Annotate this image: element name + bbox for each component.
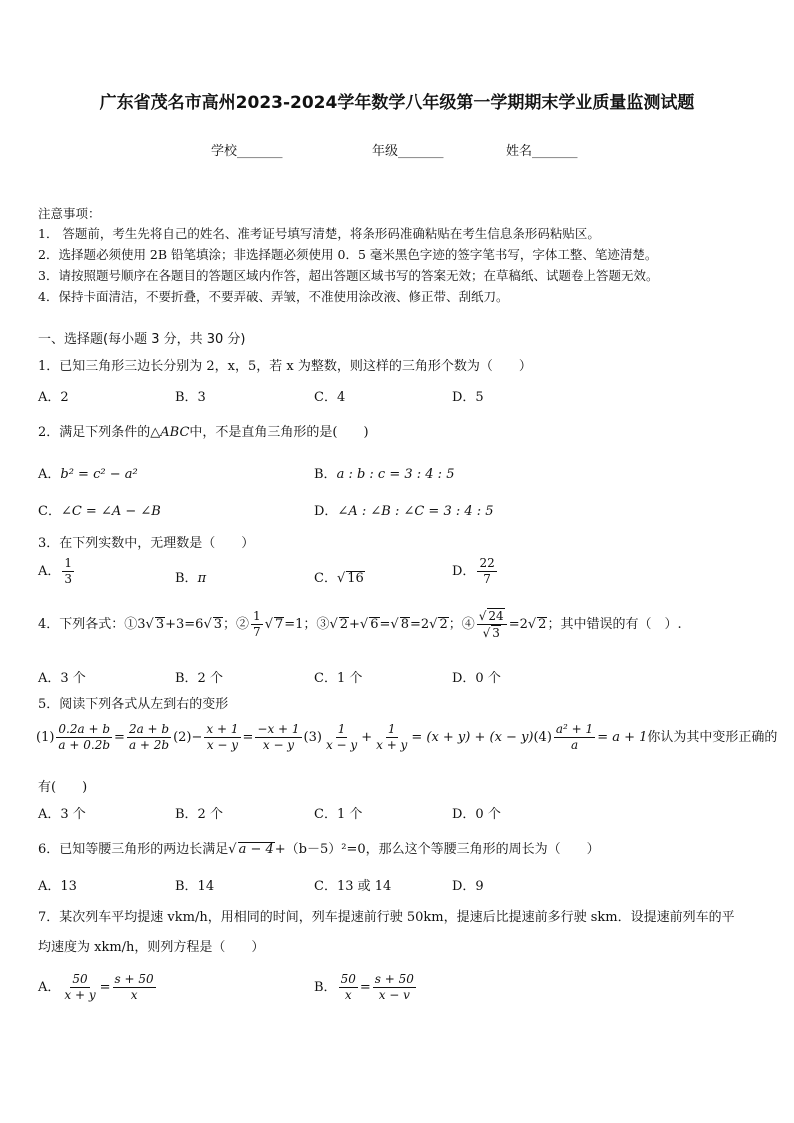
- pi-symbol: π: [197, 571, 207, 586]
- option-formula: ∠A : ∠B : ∠C = 3 : 4 : 5: [337, 504, 494, 519]
- radicand: 16: [347, 571, 364, 586]
- q5-expressions: (1) $\frac{0.2a + b}{a + 0.2b}$ = $\frac{2a + b}{a + 2b}$ (2)− $\frac{x + 1}{x - y}$ = $\frac{-x + 1}{x - y}$ (3) $\frac{1}{x - y}$ + $\frac{1}{x + y}$ = (x + y) + (x − y)(4) $\frac{\text{a² + 1}}{a}$ = a + 1你认为其中变形正确的: [36, 722, 778, 752]
- q5-text: (4): [533, 730, 552, 745]
- denominator: x − y: [206, 738, 239, 752]
- fraction: [373, 972, 416, 1003]
- q3-option-d: [452, 556, 499, 587]
- radicand: 2: [538, 617, 547, 632]
- radical-icon: √: [228, 842, 237, 857]
- q5-text: 你认为其中变形正确的: [647, 730, 778, 745]
- numerator: 50: [72, 972, 88, 986]
- option-label: C．: [314, 571, 337, 586]
- q5-option-d: D．0 个: [452, 807, 501, 822]
- denominator: x + y: [376, 738, 408, 752]
- q2-stem-post: 中，不是直角三角形的是( ): [189, 425, 369, 440]
- question-7-cont: 均速度为 xkm/h，则列方程是（ ）: [38, 940, 265, 955]
- radicand: 24: [488, 609, 504, 623]
- q1-option-b: B．3: [175, 390, 206, 405]
- fraction: [113, 972, 156, 1003]
- radical-icon: √: [203, 617, 212, 632]
- q2-option-a: [38, 463, 138, 482]
- q5-text: (1): [36, 730, 55, 745]
- fraction: [127, 722, 171, 753]
- fraction: [339, 972, 358, 1003]
- q2-option-d: [314, 500, 494, 519]
- note-item: 2．选择题必须使用 2B 铅笔填涂；非选择题必须使用 0．5 毫米黑色字迹的签字笔书写，字体工整、笔迹清楚。: [38, 247, 658, 262]
- q7-option-b: B． $\frac{50}{x}$ = $\frac{s + 50}{x - v}$: [314, 972, 414, 1002]
- q3-option-b: [175, 567, 206, 586]
- q5-option-c: C．1 个: [314, 807, 363, 822]
- option-formula: b² = c² − a²: [60, 467, 138, 482]
- option-label: B．: [314, 467, 337, 482]
- q6-text: 6．已知等腰三角形的两边长满足: [38, 842, 229, 857]
- question-7: 7．某次列车平均提速 vkm/h，用相同的时间，列车提速前行驶 50km，提速后比提速前多行驶 skm．设提速前列车的平: [38, 910, 735, 925]
- fraction: [374, 722, 409, 753]
- option-label: A．: [38, 564, 61, 579]
- q1-option-a: A．2: [38, 390, 69, 405]
- q2-option-b: [314, 463, 454, 482]
- q2-stem-pre: 2．满足下列条件的: [38, 425, 151, 440]
- radical-icon: √: [145, 617, 154, 632]
- denominator: x − y: [262, 738, 295, 752]
- option-label: A．: [38, 467, 61, 482]
- denominator: 3: [64, 572, 73, 586]
- numerator: s + 50: [374, 972, 414, 986]
- numerator: s + 50: [114, 972, 154, 986]
- radical-icon: √: [336, 571, 346, 586]
- fraction: [477, 556, 496, 587]
- q5-text: = a + 1: [597, 730, 648, 745]
- q4-text: =1；③: [284, 617, 330, 632]
- note-item: 1． 答题前，考生先将自己的姓名、准考证号填写清楚，将条形码准确粘贴在考生信息条形码粘贴区。: [38, 226, 600, 241]
- fraction: [255, 722, 301, 753]
- denominator: a + 0.2b: [58, 738, 111, 752]
- school-field: 学校_______: [211, 144, 283, 159]
- option-formula: a : b : c = 3 : 4 : 5: [336, 467, 455, 482]
- q4-option-c: C．1 个: [314, 671, 363, 686]
- q5-text: (2)−: [173, 730, 203, 745]
- option-label: B．: [314, 980, 337, 995]
- denominator: a + 2b: [128, 738, 170, 752]
- denominator: 7: [253, 625, 261, 639]
- q4-text: 4．下列各式：①3: [38, 617, 146, 632]
- option-label: D．: [314, 504, 338, 519]
- q6-option-b: B．14: [175, 879, 215, 894]
- q4-text: ；②: [223, 617, 250, 632]
- q1-option-c: C．4: [314, 390, 346, 405]
- fraction: [251, 609, 263, 640]
- radicand: 3: [492, 626, 500, 640]
- denominator: x + y: [64, 988, 96, 1002]
- denominator: x − v: [378, 988, 410, 1002]
- name-field: 姓名_______: [506, 144, 578, 159]
- option-label: D．: [452, 564, 476, 579]
- numerator: 50: [340, 972, 356, 986]
- q3-option-c: [314, 567, 365, 586]
- numerator: 2a + b: [128, 722, 170, 736]
- q6-text: +（b－5）²=0，那么这个等腰三角形的周长为（ ）: [274, 842, 600, 857]
- numerator: 1: [337, 722, 346, 736]
- q5-option-a: A．3 个: [38, 807, 86, 822]
- q4-option-a: A．3 个: [38, 671, 86, 686]
- radicand: 2: [439, 617, 448, 632]
- q7-option-a: A． $\frac{50}{x + y}$ = $\frac{s + 50}{x}$: [38, 972, 154, 1002]
- q4-text: ；④: [448, 617, 475, 632]
- q4-option-b: B．2 个: [175, 671, 223, 686]
- q4-text: +: [349, 617, 360, 632]
- radicand: 7: [274, 617, 284, 632]
- question-5: 5．阅读下列各式从左到右的变形: [38, 697, 229, 712]
- radicand: a − 4: [238, 842, 274, 857]
- q5-text: = (x + y) + (x − y): [411, 730, 534, 745]
- fraction: [204, 722, 240, 753]
- denominator: a: [570, 738, 579, 752]
- question-4: [38, 608, 682, 641]
- notes-heading: 注意事项：: [38, 206, 101, 221]
- q3-option-a: [38, 556, 76, 587]
- q4-text: =: [379, 617, 391, 632]
- denominator: 7: [483, 572, 491, 586]
- radicand: 2: [339, 617, 349, 632]
- fraction: [477, 608, 507, 641]
- section-heading: 一、选择题(每小题 3 分，共 30 分): [38, 332, 246, 347]
- q5-text: (3): [303, 730, 322, 745]
- page-title: 广东省茂名市高州2023-2024学年数学八年级第一学期期末学业质量监测试题: [99, 93, 695, 113]
- note-item: 4．保持卡面清洁，不要折叠，不要弄破、弄皱，不准使用涂改液、修正带、刮纸刀。: [38, 289, 509, 304]
- radical-icon: √: [527, 617, 537, 632]
- q5-stem-end: 有( ): [38, 780, 88, 795]
- fraction: [62, 972, 97, 1003]
- radicand: 3: [155, 617, 165, 632]
- numerator: 1: [253, 609, 261, 623]
- question-6: [38, 838, 600, 857]
- radical-icon: √: [264, 617, 273, 632]
- radicand: 8: [400, 617, 409, 632]
- q2-option-c: [38, 500, 161, 519]
- option-formula: ∠C = ∠A − ∠B: [60, 504, 161, 519]
- numerator: 1: [64, 556, 73, 570]
- fraction: [56, 722, 112, 753]
- q2-triangle: △ABC: [150, 425, 190, 440]
- q4-option-d: D．0 个: [452, 671, 501, 686]
- option-label: A．: [38, 980, 61, 995]
- option-label: C．: [38, 504, 61, 519]
- radical-icon: √: [390, 617, 399, 632]
- q4-text: =2: [508, 617, 528, 632]
- q6-option-c: C．13 或 14: [314, 879, 392, 894]
- question-3: 3．在下列实数中，无理数是（ ）: [38, 536, 255, 551]
- numerator: 0.2a + b: [58, 722, 111, 736]
- q5-option-b: B．2 个: [175, 807, 223, 822]
- radical-icon: √: [429, 617, 438, 632]
- q4-text: =2: [409, 617, 430, 632]
- question-2: [38, 421, 369, 440]
- q6-option-a: A．13: [38, 879, 77, 894]
- numerator: 22: [479, 556, 495, 570]
- numerator: √ 24: [477, 608, 507, 625]
- q6-option-d: D．9: [452, 879, 484, 894]
- question-1: 1．已知三角形三边长分别为 2，x，5，若 x 为整数，则这样的三角形个数为（ ）: [38, 359, 532, 374]
- fraction: [554, 722, 595, 753]
- radicand: 6: [370, 617, 379, 632]
- option-label: B．: [175, 571, 198, 586]
- numerator: 1: [387, 722, 396, 736]
- grade-field: 年级_______: [372, 144, 444, 159]
- numerator: x + 1: [206, 722, 239, 736]
- denominator: x: [344, 988, 352, 1002]
- denominator: x: [130, 988, 138, 1002]
- q1-option-d: D．5: [452, 390, 484, 405]
- note-item: 3．请按照题号顺序在各题目的答题区域内作答，超出答题区域书写的答案无效；在草稿纸、试题卷上答题无效。: [38, 268, 659, 283]
- q4-text: ；其中错误的有（ ）.: [547, 617, 682, 632]
- numerator: a² + 1: [555, 722, 594, 736]
- radical-icon: √: [329, 617, 338, 632]
- radical-icon: √: [359, 617, 369, 632]
- fraction: [324, 722, 359, 753]
- denominator: x − y: [325, 738, 358, 752]
- radicand: 3: [213, 617, 223, 632]
- q4-text: +3=6: [165, 617, 204, 632]
- numerator: −x + 1: [257, 722, 300, 736]
- fraction: [62, 556, 74, 587]
- denominator: √ 3: [482, 626, 500, 640]
